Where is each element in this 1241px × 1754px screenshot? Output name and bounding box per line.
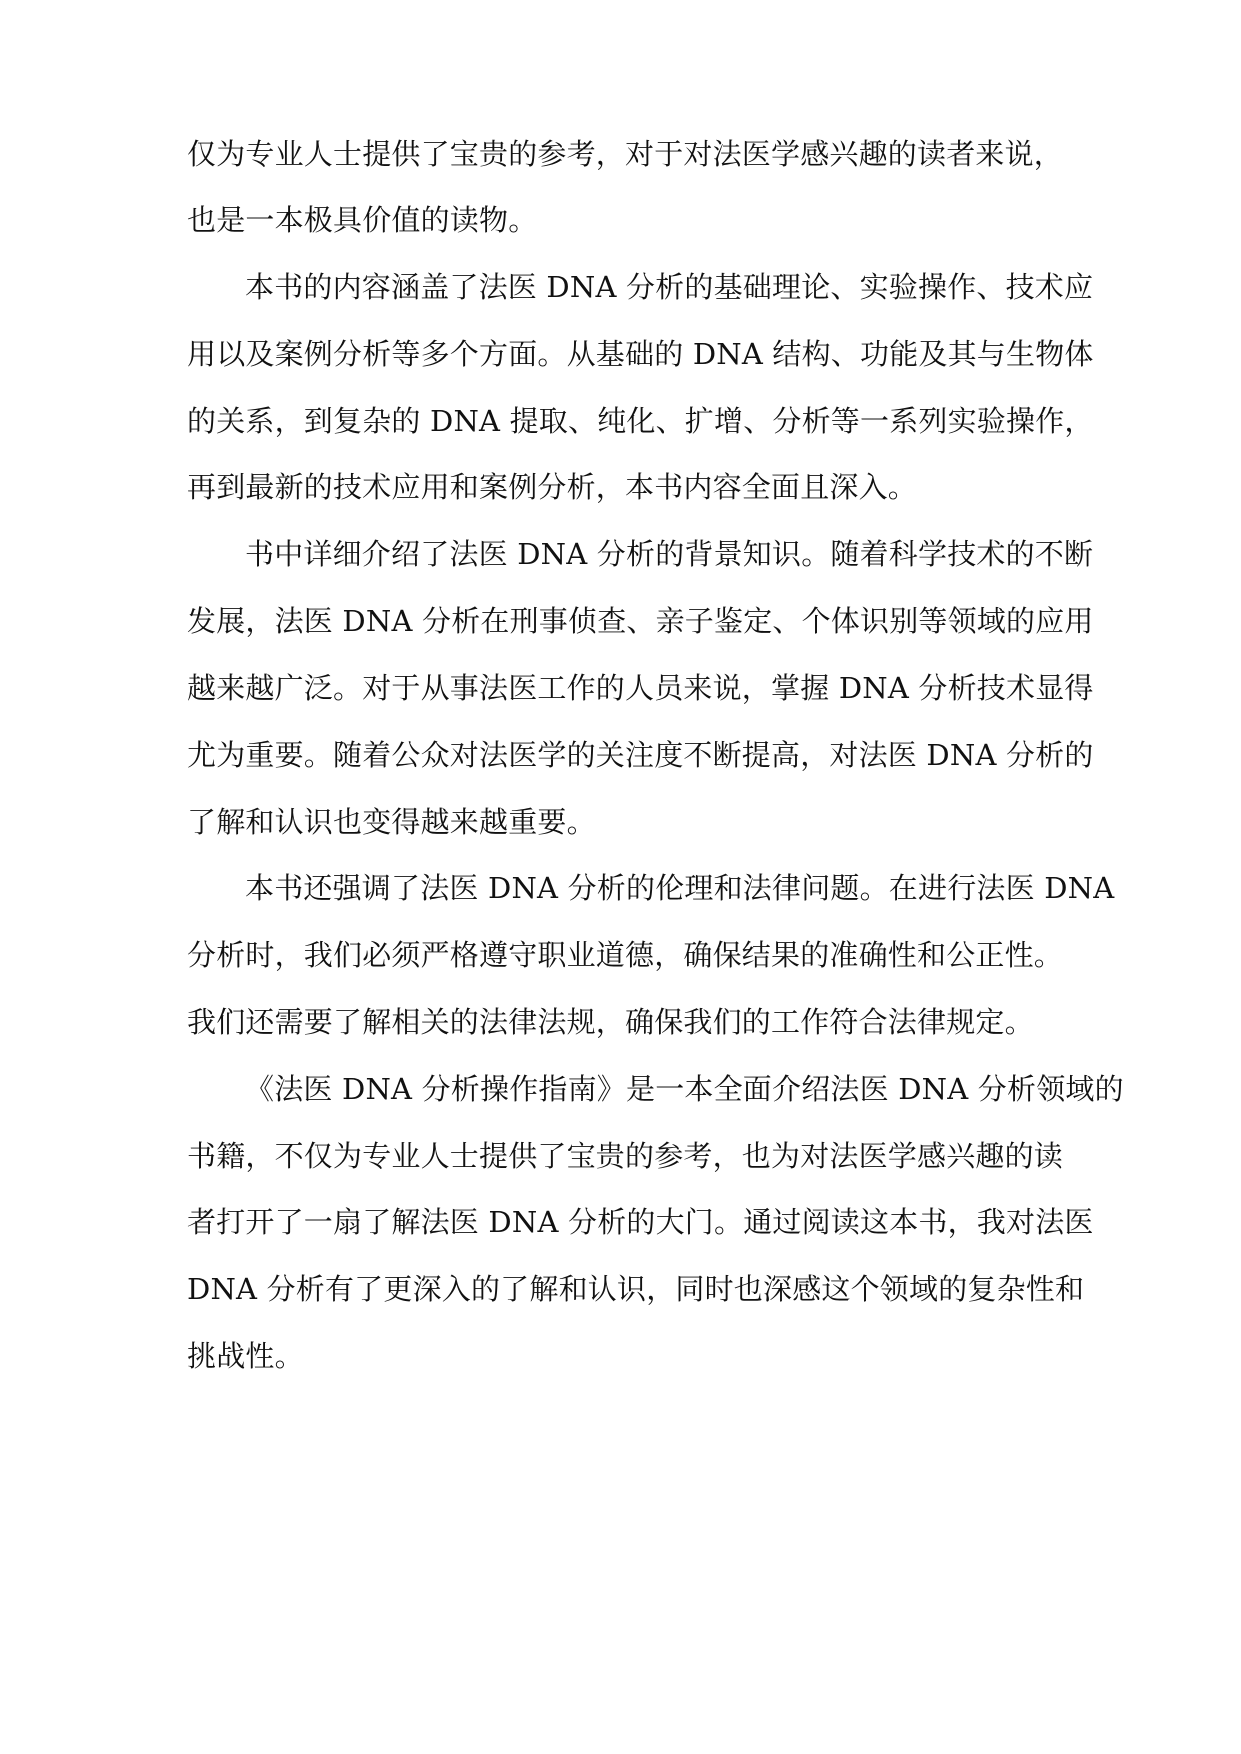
text-line: 也是一本极具价值的读物。 — [187, 203, 538, 237]
text-line: 再到最新的技术应用和案例分析，本书内容全面且深入。 — [187, 470, 918, 504]
text-line: 本书还强调了法医 DNA 分析的伦理和法律问题。在进行法医 DNA — [245, 871, 1115, 905]
text-line: 挑战性。 — [187, 1339, 304, 1373]
text-line: 尤为重要。随着公众对法医学的关注度不断提高，对法医 DNA 分析的 — [187, 738, 1094, 772]
text-line: 仅为专业人士提供了宝贵的参考，对于对法医学感兴趣的读者来说， — [187, 137, 1064, 171]
text-line: 了解和认识也变得越来越重要。 — [187, 805, 596, 839]
text-line: 《法医 DNA 分析操作指南》是一本全面介绍法医 DNA 分析领域的 — [245, 1072, 1124, 1106]
text-line: 的关系，到复杂的 DNA 提取、纯化、扩增、分析等一系列实验操作， — [187, 404, 1094, 438]
text-line: 书籍，不仅为专业人士提供了宝贵的参考，也为对法医学感兴趣的读 — [187, 1139, 1064, 1173]
text-line: 分析时，我们必须严格遵守职业道德，确保结果的准确性和公正性。 — [187, 938, 1064, 972]
text-line: 书中详细介绍了法医 DNA 分析的背景知识。随着科学技术的不断 — [245, 537, 1094, 571]
text-line: 越来越广泛。对于从事法医工作的人员来说，掌握 DNA 分析技术显得 — [187, 671, 1094, 705]
text-line: 本书的内容涵盖了法医 DNA 分析的基础理论、实验操作、技术应 — [245, 270, 1094, 304]
text-line: 用以及案例分析等多个方面。从基础的 DNA 结构、功能及其与生物体 — [187, 337, 1094, 371]
text-line: 我们还需要了解相关的法律法规，确保我们的工作符合法律规定。 — [187, 1005, 1034, 1039]
text-line: 发展，法医 DNA 分析在刑事侦查、亲子鉴定、个体识别等领域的应用 — [187, 604, 1094, 638]
text-line: 者打开了一扇了解法医 DNA 分析的大门。通过阅读这本书，我对法医 — [187, 1205, 1094, 1239]
text-line: DNA 分析有了更深入的了解和认识，同时也深感这个领域的复杂性和 — [187, 1272, 1085, 1306]
